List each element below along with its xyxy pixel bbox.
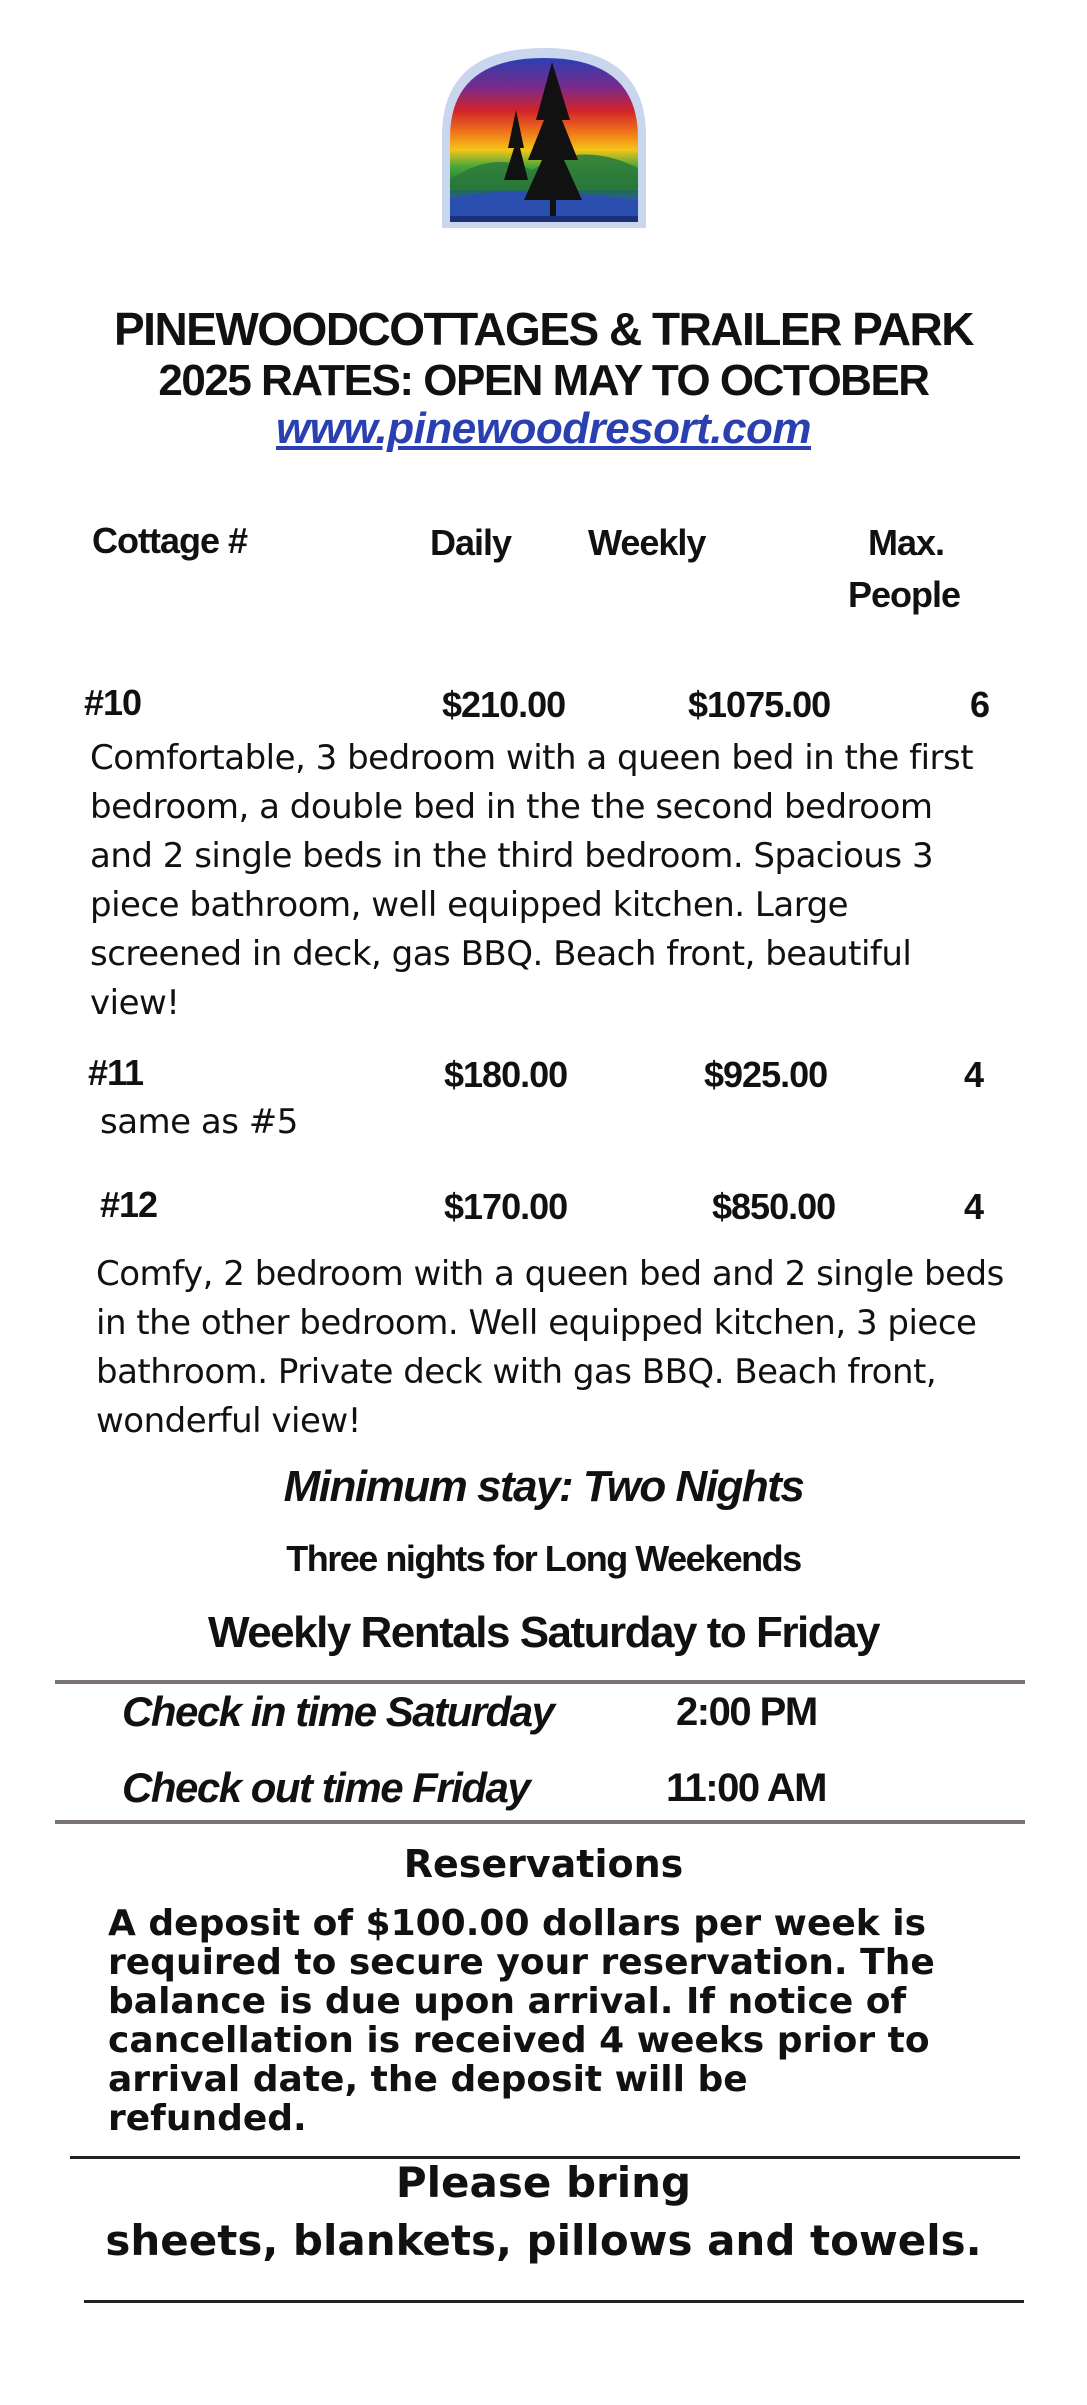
- check-in-label: Check in time Saturday: [122, 1688, 554, 1735]
- max-people: 6: [970, 684, 990, 725]
- cottage-description: [90, 734, 1050, 1028]
- policy-line: required to secure your reservation. The: [108, 1942, 935, 1983]
- column-header-max: Max.: [868, 522, 945, 563]
- cottage-number: #12: [100, 1184, 158, 1225]
- column-header-cottage: Cottage #: [92, 520, 248, 561]
- description-line: screened in deck, gas BBQ. Beach front, beautiful: [90, 934, 912, 974]
- divider: [55, 1820, 1025, 1824]
- description-line: bedroom, a double bed in the the second bedroom: [90, 787, 933, 827]
- reservations-heading: Reservations: [403, 1842, 684, 1886]
- please-bring-heading: Please bring: [395, 2158, 692, 2207]
- pine-tree-sunset-arch-icon: [432, 40, 656, 236]
- policy-line: refunded.: [108, 2098, 307, 2139]
- please-bring-items: sheets, blankets, pillows and towels.: [105, 2216, 982, 2265]
- page-subtitle: 2025 RATES: OPEN MAY TO OCTOBER: [158, 356, 929, 405]
- description-line: Comfortable, 3 bedroom with a queen bed in the first: [90, 738, 974, 778]
- cottage-number: #11: [88, 1052, 144, 1093]
- description-line: piece bathroom, well equipped kitchen. Large: [90, 885, 849, 925]
- column-header-people: People: [848, 574, 961, 615]
- daily-rate: $180.00: [444, 1054, 568, 1095]
- max-people: 4: [964, 1054, 984, 1095]
- reservations-policy: [108, 1904, 1068, 2138]
- max-people: 4: [964, 1186, 984, 1227]
- divider: [55, 1680, 1025, 1684]
- description-line: view!: [90, 983, 180, 1023]
- policy-line: arrival date, the deposit will be: [108, 2059, 748, 2100]
- resort-logo: [432, 40, 656, 236]
- page-title: PINEWOODCOTTAGES & TRAILER PARK: [113, 303, 973, 355]
- daily-rate: $210.00: [442, 684, 566, 725]
- policy-line: balance is due upon arrival. If notice of: [108, 1981, 907, 2022]
- divider: [84, 2300, 1024, 2303]
- long-weekends-note: Three nights for Long Weekends: [286, 1538, 801, 1579]
- description-line: same as #5: [100, 1102, 298, 1142]
- description-line: Comfy, 2 bedroom with a queen bed and 2 single beds: [96, 1254, 1004, 1294]
- cottage-number: #10: [84, 682, 142, 723]
- description-line: in the other bedroom. Well equipped kitchen, 3 piece: [96, 1303, 977, 1343]
- weekly-rate: $850.00: [712, 1186, 836, 1227]
- check-out-label: Check out time Friday: [122, 1764, 530, 1811]
- cottage-description: [100, 1098, 298, 1147]
- description-line: bathroom. Private deck with gas BBQ. Beach front,: [96, 1352, 937, 1392]
- check-out-time: 11:00 AM: [666, 1766, 826, 1810]
- website-link[interactable]: www.pinewoodresort.com: [276, 404, 811, 453]
- policy-line: cancellation is received 4 weeks prior to: [108, 2020, 930, 2061]
- weekly-rentals-note: Weekly Rentals Saturday to Friday: [207, 1608, 880, 1657]
- description-line: and 2 single beds in the third bedroom. Spacious 3: [90, 836, 934, 876]
- policy-line: A deposit of $100.00 dollars per week is: [108, 1903, 927, 1944]
- daily-rate: $170.00: [444, 1186, 568, 1227]
- weekly-rate: $925.00: [704, 1054, 828, 1095]
- weekly-rate: $1075.00: [688, 684, 831, 725]
- cottage-description: [96, 1250, 1056, 1446]
- minimum-stay: Minimum stay: Two Nights: [283, 1462, 804, 1511]
- check-in-time: 2:00 PM: [676, 1690, 817, 1734]
- column-header-daily: Daily: [430, 522, 512, 563]
- description-line: wonderful view!: [96, 1401, 361, 1441]
- column-header-weekly: Weekly: [588, 522, 706, 563]
